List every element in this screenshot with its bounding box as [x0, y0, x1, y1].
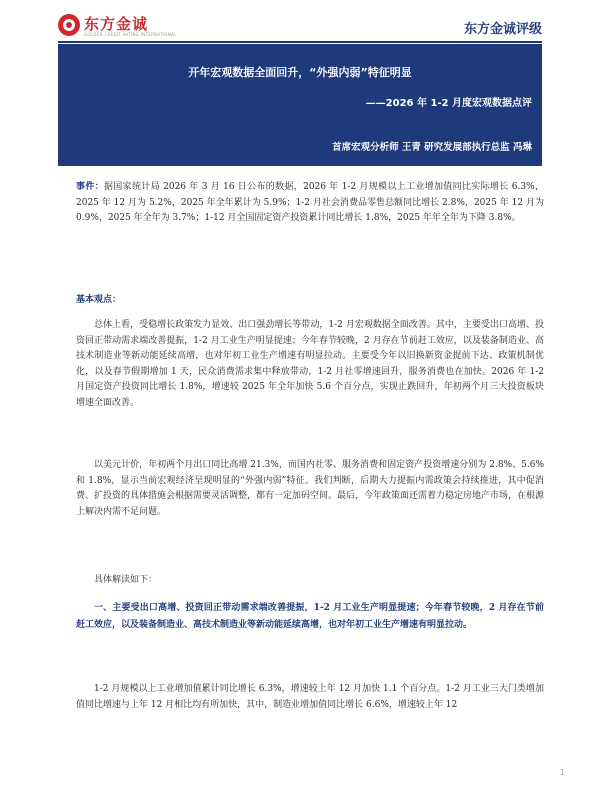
company-logo [58, 13, 178, 39]
basic-views-heading: 基本观点： [76, 295, 122, 305]
page-number: 1 [560, 768, 566, 777]
event-paragraph [76, 180, 544, 227]
report-subtitle: ——2026 年 1-2 月度宏观数据点评 [365, 98, 532, 109]
logo-mark-icon [58, 14, 80, 36]
header-divider [58, 41, 542, 43]
page-header [0, 0, 600, 44]
logo-subtext: GOLDEN CREDIT RATING INTERNATIONAL [84, 32, 177, 37]
basic-paragraph-2: 以美元计价，年初两个月出口同比高增 21.3%，而国内社零、服务消费和固定资产投资增速分别为 2.8%、5.6%和 1.8%，显示当前宏观经济呈现明显的“外强内弱”特征。我们判断，后期大力提振内需政策会持续推进，其中促消费、扩投资的具体措施会根据需要灵活调整，都有一定加码空间。最后，今年政策面还需着力稳定房地产市场，在根源上解决内需不足问题。 [76, 460, 545, 517]
report-authors: 首席宏观分析师 王青 研究发展部执行总监 冯琳 [332, 142, 532, 153]
logo-text: 东方金诚 [84, 15, 149, 33]
title-banner [58, 44, 542, 166]
section-1-paragraph: 1-2 月规模以上工业增加值累计同比增长 6.3%，增速较上年 12 月加快 1.1 个百分点。1-2 月工业三大门类增加值同比增速与上年 12 月相比均有所加快，其中，制造业增加值同比增长 6.6%，增速较上年 12 [76, 684, 544, 710]
event-text: 据国家统计局 2026 年 3 月 16 日公布的数据，2026 年 1-2 月规模以上工业增加值同比实际增长 6.3%，2025 年 12 月为 5.2%，2025 年全年累计为 5.9%；1-2 月社会消费品零售总额同比增长 2.8%，2025 年 12 月为 0.9%，2025 年全年为 3.7%；1-12 月全国固定资产投资累计同比增长 1.8%，2025 年年全年为下降 3.8%。 [76, 182, 544, 224]
brand-title: 东方金诚评级 [463, 22, 542, 37]
report-title: 开年宏观数据全面回升，“外强内弱”特征明显 [188, 66, 412, 79]
basic-paragraph-1: 总体上看，受稳增长政策发力显效、出口强劲增长等带动，1-2 月宏观数据全面改善。其中，主要受出口高增、投资回正带动需求端改善提振，1-2 月工业生产明显提速；今年春节较晚，2 月存在节前赶工效应，以及装备制造业、高技术制造业等新动能延续高增，也对年初工业生产增速有明显拉动。主要受今年以旧换新资金提前下达、政策机制优化，以及春节假期增加 1 天，民众消费需求集中释放带动，1-2 月社零增速回升，服务消费也在加快。2026 年 1-2 月国定资产投资同比增长 1.8%，增速较 2025 年全年加快 5.6 个百分点，实现止跌回升，年初两个月三大投资板块增速全面改善。 [76, 320, 544, 408]
details-intro: 具体解读如下： [94, 575, 158, 585]
event-label: 事件： [76, 182, 104, 192]
section-1-heading: 一、主要受出口高增、投资回正带动需求端改善提振，1-2 月工业生产明显提速；今年春节较晚，2 月存在节前赶工效应，以及装备制造业、高技术制造业等新动能延续高增，也对年初工业生产增速有明显拉动。 [76, 603, 544, 630]
